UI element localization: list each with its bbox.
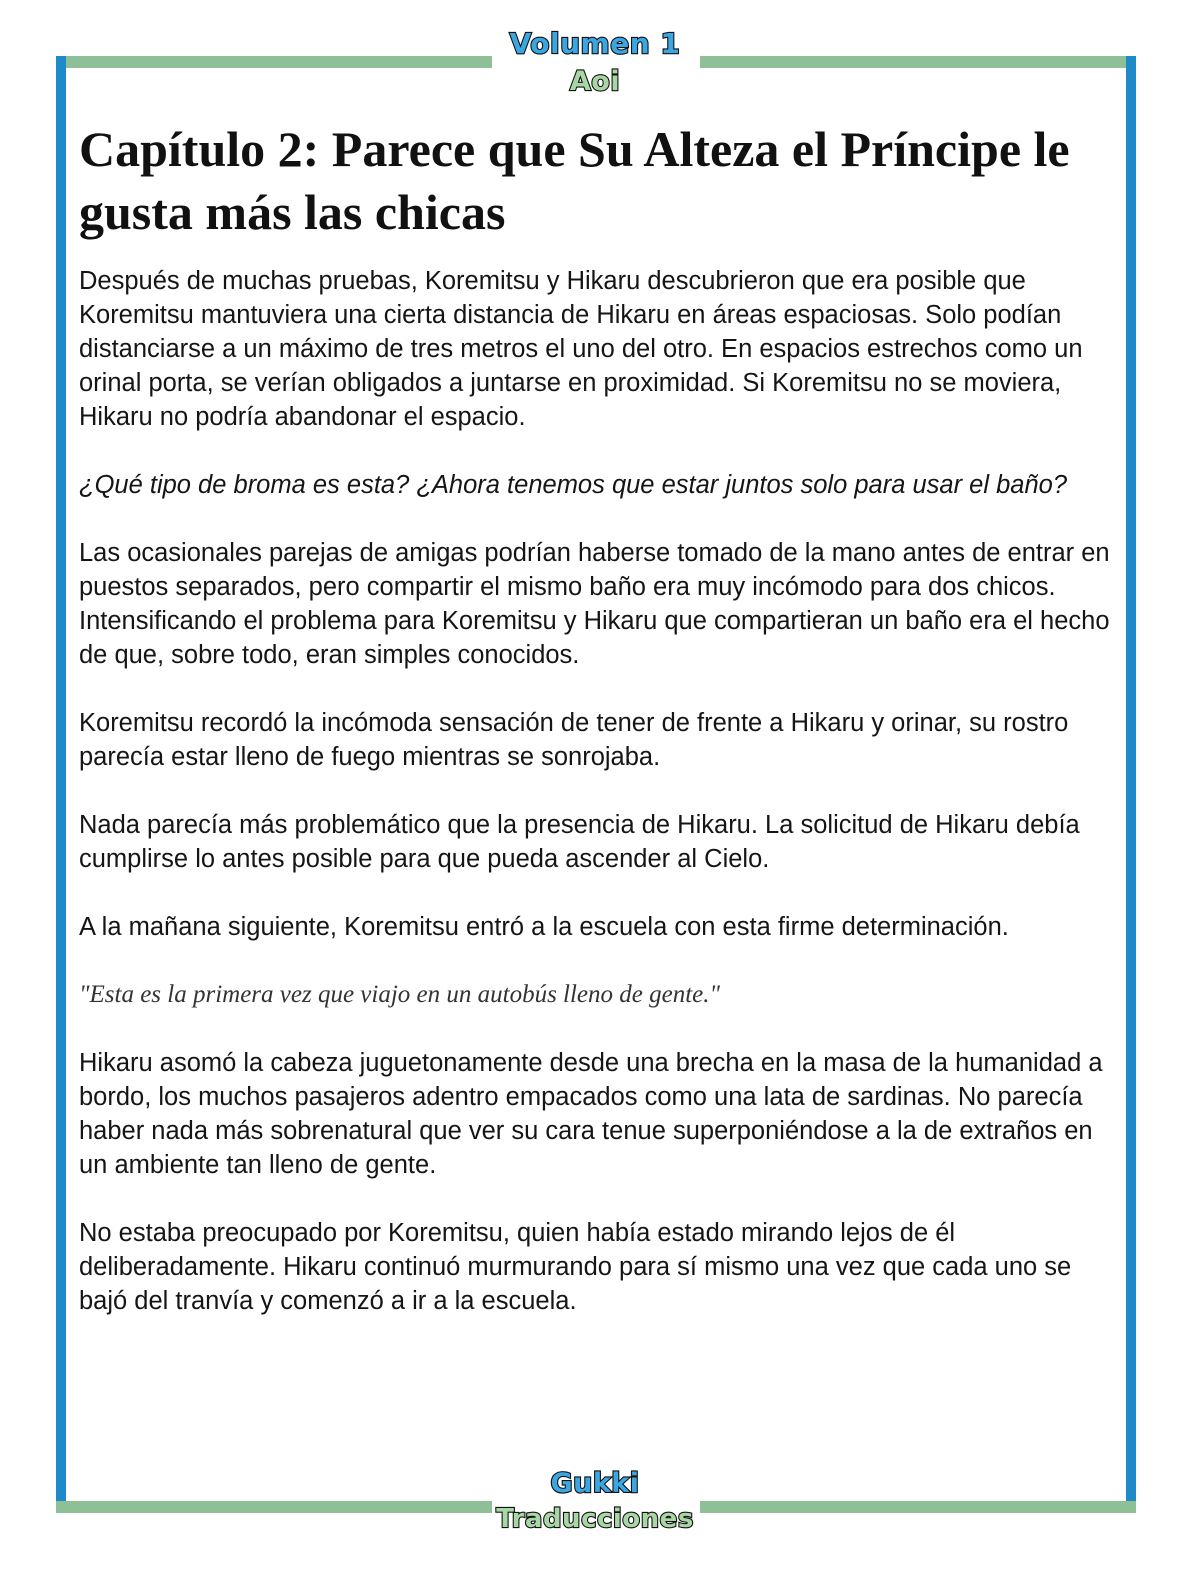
volume-subtitle: Aoi	[569, 66, 621, 97]
thought-paragraph: ¿Qué tipo de broma es esta? ¿Ahora tenemos que estar juntos solo para usar el baño?	[79, 471, 1068, 499]
frame-top-right-bar	[700, 56, 1136, 68]
paragraph: No estaba preocupado por Koremitsu, quien había estado mirando lejos de él deliberadamente. Hikaru continuó murmurando para sí mismo una vez que cada uno se bajó del tranvía y comenzó a ir a la escuela.	[79, 1219, 1072, 1315]
paragraph: Las ocasionales parejas de amigas podrían haberse tomado de la mano antes de entrar en puestos separados, pero compartir el mismo baño era muy incómodo para dos chicos. Intensificando el problema para Koremitsu y Hikaru que compartieran un baño era el hecho de que, sobre todo, eran simples conocidos.	[79, 539, 1110, 669]
paragraph: Hikaru asomó la cabeza juguetonamente desde una brecha en la masa de la humanidad a bordo, los muchos pasajeros adentro empacados como una lata de sardinas. No parecía haber nada más sobrenatural que ver su cara tenue superponiéndose a la de extraños en un ambiente tan lleno de gente.	[79, 1049, 1103, 1179]
volume-label: Volumen 1	[509, 27, 681, 60]
frame-bottom-right-bar	[700, 1501, 1136, 1513]
chapter-title: Capítulo 2: Parece que Su Alteza el Príncipe le gusta más las chicas	[79, 121, 1070, 240]
paragraph: Nada parecía más problemático que la presencia de Hikaru. La solicitud de Hikaru debía cumplirse lo antes posible para que pueda ascender al Cielo.	[79, 811, 1080, 873]
frame-top-left-bar	[56, 56, 492, 68]
translator-label: Gukki	[550, 1468, 640, 1499]
paragraph: A la mañana siguiente, Koremitsu entró a la escuela con esta firme determinación.	[79, 913, 1009, 941]
dialogue-paragraph: "Esta es la primera vez que viajo en un autobús lleno de gente."	[79, 981, 721, 1008]
chapter-content	[79, 118, 1119, 1352]
frame-left-border	[56, 56, 66, 1513]
frame-right-border	[1126, 56, 1136, 1513]
translator-sublabel: Traducciones	[496, 1504, 694, 1534]
paragraph: Después de muchas pruebas, Koremitsu y Hikaru descubrieron que era posible que Koremitsu mantuviera una cierta distancia de Hikaru en áreas espaciosas. Solo podían distanciarse a un máximo de tres metros el uno del otro. En espacios estrechos como un orinal porta, se verían obligados a juntarse en proximidad. Si Koremitsu no se moviera, Hikaru no podría abandonar el espacio.	[79, 267, 1083, 431]
paragraph: Koremitsu recordó la incómoda sensación de tener de frente a Hikaru y orinar, su rostro parecía estar lleno de fuego mientras se sonrojaba.	[79, 709, 1069, 771]
frame-bottom-left-bar	[56, 1501, 492, 1513]
